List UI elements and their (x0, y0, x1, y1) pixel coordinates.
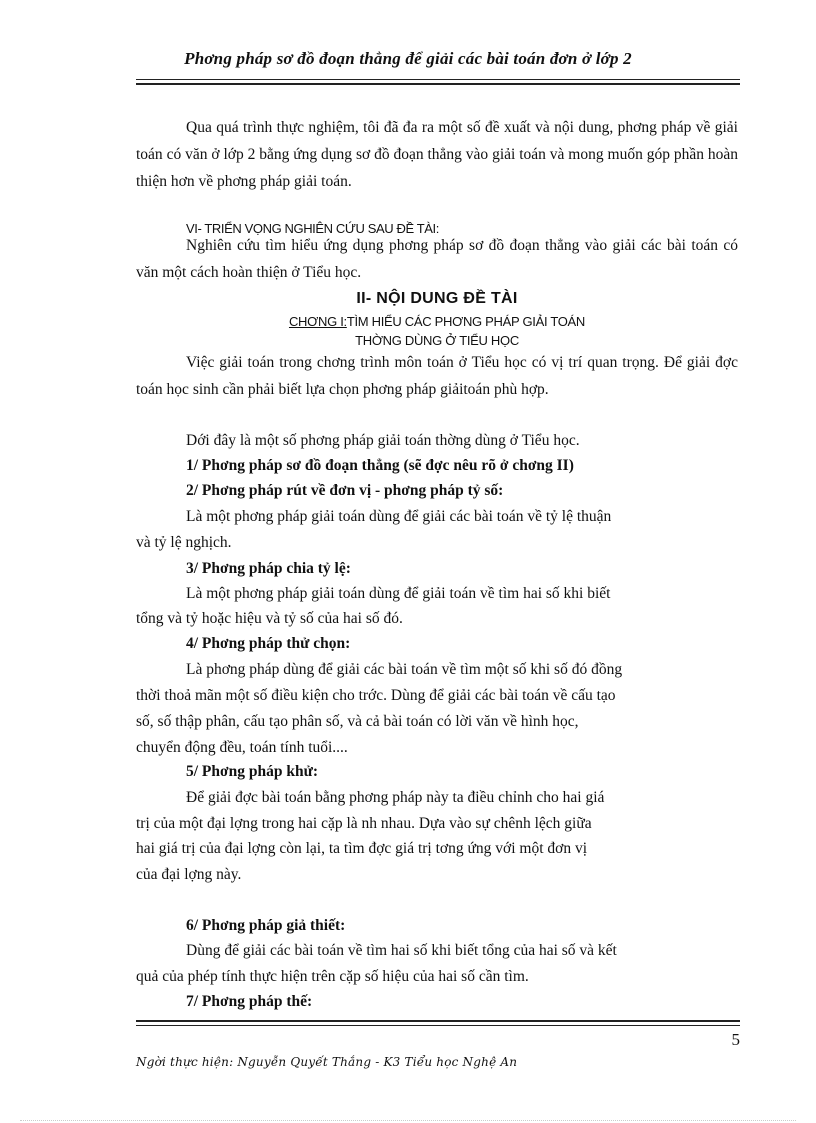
footer-rule-bottom (136, 1025, 740, 1026)
method-6-title: 6/ Phơng pháp giả thiết: (186, 917, 346, 934)
method-2-line-2: và tỷ lệ nghịch. (136, 534, 232, 551)
header-rule-top (136, 79, 740, 80)
method-7-title: 7/ Phơng pháp thế: (186, 993, 313, 1010)
method-5-line-1: Để giải đợc bài toán bằng phơng pháp này ta điều chỉnh cho hai giá (186, 789, 605, 806)
method-2-line-1: Là một phơng pháp giải toán dùng để giải các bài toán về tỷ lệ thuận (186, 508, 612, 525)
method-4-line-4: chuyển động đều, toán tính tuổi.... (136, 739, 348, 756)
running-header-title: Phơng pháp sơ đồ đoạn thẳng để giải các bài toán đơn ở lớp 2 (184, 49, 632, 68)
method-4-title: 4/ Phơng pháp thử chọn: (186, 635, 351, 652)
method-3-line-2: tổng và tỷ hoặc hiệu và tỷ số của hai số đó. (136, 610, 403, 627)
chapter-title-line-1 (136, 314, 738, 329)
method-6-line-1: Dùng để giải các bài toán về tìm hai số khi biết tổng của hai số và kết (186, 942, 617, 959)
page-bottom-dotted-line (20, 1120, 796, 1121)
section-ii-intro-paragraph: Việc giải toán trong chơng trình môn toán ở Tiểu học có vị trí quan trọng. Để giải đợc toán học sinh cần phải biết lựa chọn phơng pháp giảitoán phù hợp. (136, 354, 738, 398)
method-5-title: 5/ Phơng pháp khử: (186, 763, 319, 780)
method-4-line-1: Là phơng pháp dùng để giải các bài toán về tìm một số khi số đó đồng (186, 661, 623, 678)
method-3-line-1: Là một phơng pháp giải toán dùng để giải toán về tìm hai số khi biết (186, 585, 611, 602)
intro-paragraph: Qua quá trình thực nghiệm, tôi đã đa ra một số đề xuất và nội dung, phơng pháp về giải toán có văn ở lớp 2 bằng ứng dụng sơ đồ đoạn thẳng vào giải toán và mong muốn góp phần hoàn thiện hơn về phơng pháp giải toán. (136, 119, 738, 190)
method-5-line-3: hai giá trị của đại lợng còn lại, ta tìm đợc giá trị tơng ứng với một đơn vị (136, 840, 588, 857)
section-vi-heading: VI- TRIỂN VỌNG NGHIÊN CỨU SAU ĐỀ TÀI: (186, 221, 439, 236)
method-2-title: 2/ Phơng pháp rút về đơn vị - phơng pháp tỷ số: (186, 482, 504, 499)
method-5-line-2: trị của một đại lợng trong hai cặp là nh nhau. Dựa vào sự chênh lệch giữa (136, 815, 592, 832)
section-vi-paragraph: Nghiên cứu tìm hiểu ứng dụng phơng pháp sơ đồ đoạn thẳng vào giải các bài toán có văn một cách hoàn thiện ở Tiểu học. (136, 237, 738, 281)
chapter-label: CHƠNG I: (288, 314, 347, 329)
page-number: 5 (731, 1030, 740, 1049)
section-ii-heading: II- NỘI DUNG ĐỀ TÀI (356, 290, 518, 307)
chapter-title-line-2: THỜNG DÙNG Ở TIỂU HỌC (355, 333, 519, 348)
header-rule-bottom (136, 83, 740, 85)
method-3-title: 3/ Phơng pháp chia tỷ lệ: (186, 560, 351, 577)
method-1-title: 1/ Phơng pháp sơ đồ đoạn thẳng (sẽ đợc nêu rõ ở chơng II) (186, 457, 574, 474)
footer-author-line: Ngời thực hiện: Nguyễn Quyết Thắng - K3 Tiểu học Nghệ An (136, 1055, 518, 1069)
method-6-line-2: quả của phép tính thực hiện trên cặp số hiệu của hai số cần tìm. (136, 968, 529, 985)
chapter-title-1: TÌM HIỂU CÁC PHƠNG PHÁP GIẢI TOÁN (346, 314, 586, 329)
method-4-line-3: số, số thập phân, cấu tạo phân số, và cả bài toán có lời văn về hình học, (136, 713, 579, 730)
methods-list-intro: Dới đây là một số phơng pháp giải toán thờng dùng ở Tiểu học. (186, 432, 580, 449)
footer-rule-top (136, 1020, 740, 1022)
method-5-line-4: của đại lợng này. (136, 866, 242, 883)
method-4-line-2: thời thoả mãn một số điều kiện cho trớc. Dùng để giải các bài toán về cấu tạo (136, 687, 616, 704)
